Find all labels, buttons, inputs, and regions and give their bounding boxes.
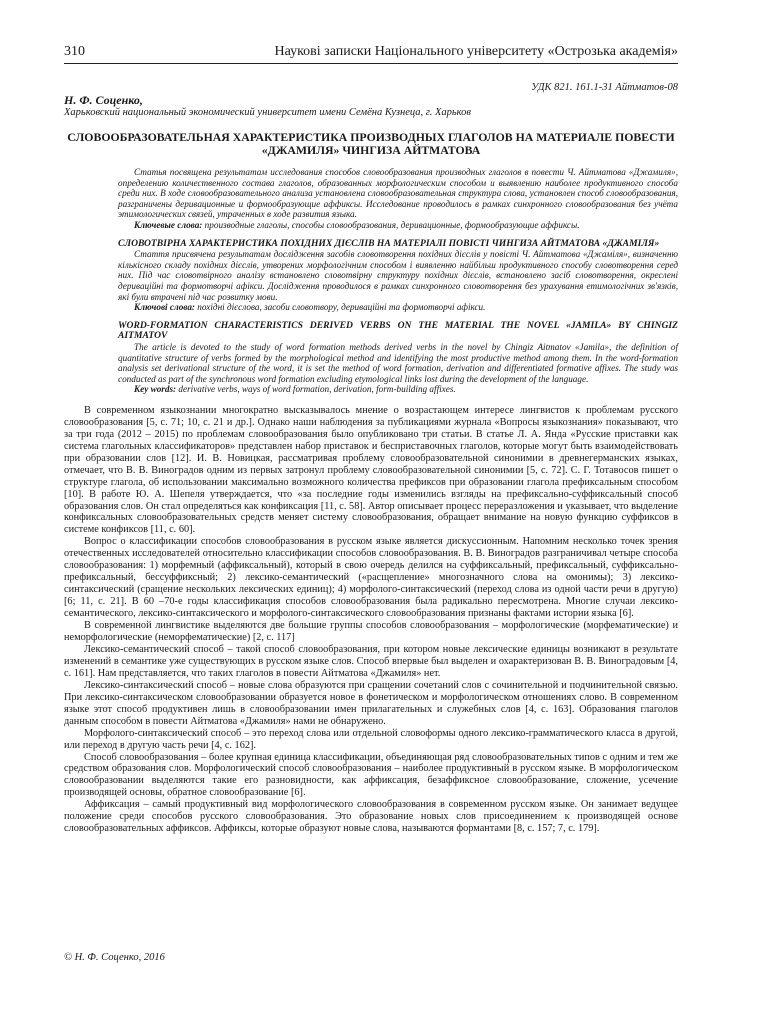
udk-code: УДК 821. 161.1-31 Айтматов-08	[531, 82, 678, 93]
journal-title: Наукові записки Національного університету «Острозька академія»	[274, 44, 678, 59]
article-body	[64, 405, 678, 835]
keywords-label: Ключові слова:	[134, 302, 195, 313]
abstract-en: The article is devoted to the study of word formation methods derived verbs in the novel by Chingiz Aitmatov «Jamila», the definition of quantitative structure of verbs formed by the morphological method and identifying the most productive method among them. In the word-formation analysis set derivational structure of the word, it is set the method of word formation, derivation and differentiated formative affixes. The study was conducted as part of the synchronous word formation excluding etymological links lost during the development of the language.	[118, 341, 678, 384]
keywords-label: Ключевые слова:	[134, 219, 203, 230]
body-paragraph: Лексико-семантический способ – такой способ словообразования, при котором новые лексические единицы возникают в результате изменений в семантике уже существующих в русском языке слов. Способ впервые был выделен и охарактеризован В. В. Виноградовым [4, с. 161]. Нам представляется, что таких глаголов в повести Айтматова «Джамиля» нет.	[64, 643, 678, 679]
author-affiliation: Харьковский национальный экономический университет имени Семёна Кузнеца, г. Харьков	[64, 107, 471, 118]
keywords-text: производные глаголы, способы словообразования, деривационные, формообразующие аффиксы.	[202, 219, 580, 230]
keywords-ru	[118, 220, 678, 231]
title-en: WORD-FORMATION CHARACTERISTICS DERIVED VERBS ON THE MATERIAL THE NOVEL «JAMILA» BY CHINGIZ AITMATOV	[118, 319, 678, 342]
body-paragraph: Способ словообразования – более крупная единица классификации, объединяющая ряд словообразовательных типов с одним и тем же средством образования слов. Морфологический способ словообразования – наиболее продуктивный в русском языке. В морфологическом словообразовании выделяются такие его разновидности, как аффиксация, безаффиксное словообразование, сложение, усечение производящей основы, обратное словообразование [6].	[64, 751, 678, 799]
body-paragraph: Аффиксация – самый продуктивный вид морфологического словообразования в современном русском языке. Он занимает ведущее положение среди способов русского словообразования. Это образование новых слов присоединением к производящей основе словообразовательных аффиксов. Аффиксы, которые образуют новые слова, называются формантами [8, с. 157; 7, с. 179].	[64, 799, 678, 835]
body-paragraph: Морфолого-синтаксический способ – это переход слова или отдельной словоформы одного лексико-грамматического класса в другой, или переход в другую часть речи [4, с. 162].	[64, 727, 678, 751]
abstract-ua: Стаття присвячена результатам дослідження засобів словотворення похідних дієслів у повісті Ч. Айтматова «Джаміля», визначенню кількісного складу похідних дієслів, утворених морфологічним способом і виявленню найбільш продуктивного способу словотворення серед них. Під час словотвірного аналізу встановлено словотвірну структуру похідних дієслів, встановлено засіб словотворення, окреслені дериваційні та формотворчі афікси. Дослідження проводилося в рамках синхронного словотворення без урахування етимологічних зв'язків, які були втрачені під час розвитку мови.	[118, 249, 678, 302]
keywords-ua	[118, 302, 678, 313]
article-title: СЛОВООБРАЗОВАТЕЛЬНАЯ ХАРАКТЕРИСТИКА ПРОИЗВОДНЫХ ГЛАГОЛОВ НА МАТЕРИАЛЕ ПОВЕСТИ «ДЖАМИЛЯ» ЧИНГИЗА АЙТМАТОВА	[67, 130, 675, 157]
keywords-en	[118, 384, 678, 395]
keywords-text: derivative verbs, ways of word formation, derivation, form-building affixes.	[176, 384, 456, 395]
title-ua: СЛОВОТВІРНА ХАРАКТЕРИСТИКА ПОХІДНИХ ДІЄСЛІВ НА МАТЕРІАЛІ ПОВІСТІ ЧИНГИЗА АЙТМАТОВА «ДЖАМІЛЯ»	[118, 237, 660, 249]
author-name: Н. Ф. Соценко,	[64, 93, 143, 107]
page-number: 310	[64, 44, 85, 59]
body-paragraph: В современной лингвистике выделяются две большие группы способов словообразования – морфологические (морфематические) и неморфологические (неморфематические) [2, с. 117]	[64, 620, 678, 643]
abstracts	[64, 167, 678, 395]
abstract-ru: Статья посвящена результатам исследования способов словообразования производных глаголов в повести Ч. Айтматова «Джамиля», определению количественного состава глаголов, образованных морфологическим способом и выявлению наиболее продуктивного способа среди них. В ходе словообразовательного анализа установлена словообразовательная структура слова, установлен способ словообразования, разграничены деривационные и формообразующие аффиксы. Исследование проводилось в рамках синхронного словообразования без учёта этимологических связей, утраченных в ходе развития языка.	[118, 167, 678, 220]
copyright-footer: © Н. Ф. Соценко, 2016	[64, 952, 165, 963]
keywords-text: похідні дієслова, засоби словотвору, дериваційні та формотворчі афікси.	[194, 302, 486, 313]
body-paragraph: Лексико-синтаксический способ – новые слова образуются при сращении сочетаний слов с сочинительной и подчинительной связью. При лексико-синтаксическом словообразовании образуется новое в фонетическом и морфологическом отношениях слово. В современном языке этот способ продуктивен лишь в словообразовании имен прилагательных и служебных слов [4, с. 163]. Образования глаголов данным способом в повести Айтматова «Джамиля» нами не обнаружено.	[64, 679, 678, 727]
body-paragraph: Вопрос о классификации способов словообразования в русском языке является дискуссионным. Напомним несколько точек зрения отечественных исследователей относительно классификации способов словообразования. В. В. Виноградов разграничивал четыре способа словообразования: 1) морфемный (аффиксальный), который в свою очередь делился на суффиксальный, префиксальный, суффиксально-префиксальный, бессуффиксный; 2) лексико-семантический («расщепление» многозначного слова на омонимы); 3) лексико-синтаксический (сращение нескольких лексических единиц); 4) морфолого-синтаксический (переход слова из одной части речи в другую) [6; 11, с. 21]. В 60 –70-е годы классификация способов словообразования была радикально пересмотрена. Многие случаи лексико-семантического, лексико-синтаксического и морфолого-синтаксического словообразования признаны фактами истории языка [6].	[64, 536, 678, 620]
running-header	[64, 44, 678, 64]
keywords-label: Key words:	[134, 384, 177, 395]
body-paragraph: В современном языкознании многократно высказывалось мнение о возрастающем интересе лингвистов к проблемам русского словообразования [5, с. 71; 10, с. 21 и др.]. Однако наши наблюдения за публикациями журнала «Вопросы языкознания» показывают, что за три года (2012 – 2015) по проблемам словообразования было опубликовано три статьи. В статье Л. А. Янда «Русские приставки как система глагольных классификаторов» представлен набор приставок и бесприставочных глаголов, которые могут быть взаимодействовать при образовании слов [12]. И. В. Новицкая, рассматривая проблему словообразовательной синонимии в древнегерманских языках, отмечает, что В. В. Виноградов одним из первых затронул проблему словообразовательной синонимии [5, с. 72]. С. Г. Тотавосов пишет о структуре глагола, об использовании максимально возможного количества префиксов при образовании глагола префиксальным способом [10]. В работе Ю. А. Шепеля утверждается, что «за последние годы изменились взгляды на префиксально-суффиксальный способ образования слов. Он стал определяться как конфиксация [11, с. 58]. Автор описывает процесс переразложения и указывает, что выделение конфиксальных словообразовательных средств меняет систему словообразования, обращает внимание на новую функцию суффиксов в системе конфиксов [11, с. 60].	[64, 404, 678, 536]
